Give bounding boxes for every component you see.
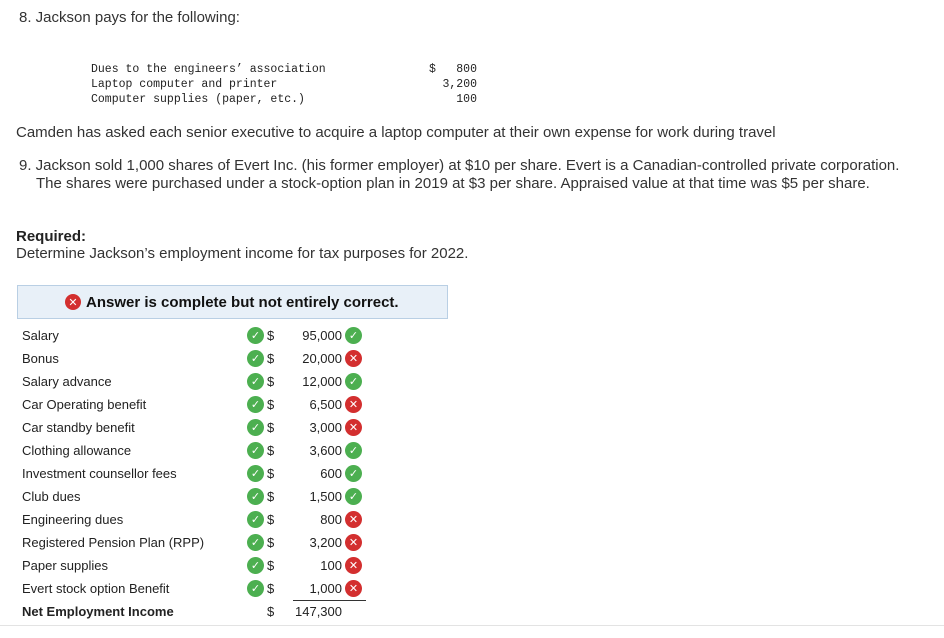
answer-row-label: Salary xyxy=(22,328,59,343)
expense-amount: 800 xyxy=(456,63,477,76)
dollar-sign: $ xyxy=(267,420,275,435)
answer-amount-input[interactable]: 3,000 xyxy=(309,420,342,435)
answer-status-text: Answer is complete but not entirely correct. xyxy=(86,293,399,311)
dollar-sign: $ xyxy=(267,328,275,343)
answer-row-label: Bonus xyxy=(22,351,59,366)
answer-row xyxy=(0,486,944,509)
answer-amount-input[interactable]: 3,600 xyxy=(309,443,342,458)
answer-amount-input[interactable]: 800 xyxy=(320,512,342,527)
check-icon: ✓ xyxy=(247,396,264,413)
answer-row xyxy=(0,463,944,486)
check-icon: ✓ xyxy=(247,534,264,551)
answer-amount-input[interactable]: 600 xyxy=(320,466,342,481)
dollar-sign: $ xyxy=(267,489,275,504)
answer-row-label: Investment counsellor fees xyxy=(22,466,177,481)
answer-row xyxy=(0,394,944,417)
answer-row-label: Evert stock option Benefit xyxy=(22,581,170,596)
dollar-sign: $ xyxy=(267,466,275,481)
check-icon: ✓ xyxy=(247,442,264,459)
answer-row xyxy=(0,325,944,348)
answer-status-banner xyxy=(17,285,448,319)
question-9-line-2: The shares were purchased under a stock-option plan in 2019 at $3 per share. Appraised value at that time was $5 per share. xyxy=(36,175,870,192)
dollar-sign: $ xyxy=(267,581,275,596)
check-icon: ✓ xyxy=(247,488,264,505)
incorrect-x-icon: ✕ xyxy=(345,419,362,436)
check-icon: ✓ xyxy=(247,465,264,482)
expense-amount: 3,200 xyxy=(442,78,477,91)
answer-row-label: Car standby benefit xyxy=(22,420,135,435)
answer-amount-input[interactable]: 6,500 xyxy=(309,397,342,412)
answer-row xyxy=(0,417,944,440)
expense-label: Computer supplies (paper, etc.) xyxy=(91,93,305,106)
question-9-line-1: 9. Jackson sold 1,000 shares of Evert Inc. (his former employer) at $10 per share. Evert is a Canadian-controlled private corporation. xyxy=(19,157,900,174)
answer-row-label: Paper supplies xyxy=(22,558,108,573)
camden-note: Camden has asked each senior executive to acquire a laptop computer at their own expense for work during travel xyxy=(16,124,776,141)
answer-amount-input[interactable]: 3,200 xyxy=(309,535,342,550)
answer-row xyxy=(0,578,944,601)
question-9 xyxy=(19,157,939,193)
question-8-intro: 8. Jackson pays for the following: xyxy=(19,9,240,26)
net-income-label: Net Employment Income xyxy=(22,604,174,619)
correct-check-icon: ✓ xyxy=(345,465,362,482)
dollar-sign: $ xyxy=(267,558,275,573)
check-icon: ✓ xyxy=(247,350,264,367)
answer-row xyxy=(0,348,944,371)
answer-amount-input[interactable]: 1,500 xyxy=(309,489,342,504)
answer-amount-input[interactable]: 100 xyxy=(320,558,342,573)
answer-amount-input[interactable]: 12,000 xyxy=(302,374,342,389)
answer-row-label: Registered Pension Plan (RPP) xyxy=(22,535,205,550)
answer-row xyxy=(0,371,944,394)
divider xyxy=(0,625,944,626)
check-icon: ✓ xyxy=(247,511,264,528)
check-icon: ✓ xyxy=(247,580,264,597)
correct-check-icon: ✓ xyxy=(345,327,362,344)
answer-row-label: Salary advance xyxy=(22,374,112,389)
answer-row xyxy=(0,532,944,555)
expense-label: Laptop computer and printer xyxy=(91,78,278,91)
dollar-sign: $ xyxy=(267,351,275,366)
dollar-sign: $ xyxy=(267,443,275,458)
required-heading: Required: xyxy=(16,228,87,245)
required-section xyxy=(16,228,468,262)
answer-amount-input[interactable]: 95,000 xyxy=(302,328,342,343)
answer-row xyxy=(0,555,944,578)
check-icon: ✓ xyxy=(247,557,264,574)
dollar-sign: $ xyxy=(267,397,275,412)
correct-check-icon: ✓ xyxy=(345,442,362,459)
expense-label: Dues to the engineers’ association xyxy=(91,63,326,76)
incorrect-x-icon: ✕ xyxy=(345,557,362,574)
dollar-sign: $ xyxy=(267,512,275,527)
incorrect-x-icon: ✕ xyxy=(345,580,362,597)
net-income-amount: 147,300 xyxy=(295,604,342,619)
answer-amount-input[interactable]: 1,000 xyxy=(309,581,342,596)
required-text: Determine Jackson’s employment income for tax purposes for 2022. xyxy=(16,245,469,262)
incorrect-x-icon: ✕ xyxy=(345,511,362,528)
check-icon: ✓ xyxy=(247,327,264,344)
dollar-sign: $ xyxy=(267,535,275,550)
dollar-sign: $ xyxy=(267,374,275,389)
incorrect-x-icon: ✕ xyxy=(65,294,81,310)
correct-check-icon: ✓ xyxy=(345,373,362,390)
dollar-sign: $ xyxy=(267,604,275,619)
check-icon: ✓ xyxy=(247,419,264,436)
incorrect-x-icon: ✕ xyxy=(345,350,362,367)
expense-amount: 100 xyxy=(456,93,477,106)
answer-row xyxy=(0,440,944,463)
answer-row xyxy=(0,509,944,532)
expense-dollar-sign: $ xyxy=(429,63,436,76)
net-income-row xyxy=(0,601,944,624)
incorrect-x-icon: ✕ xyxy=(345,534,362,551)
answer-amount-input[interactable]: 20,000 xyxy=(302,351,342,366)
correct-check-icon: ✓ xyxy=(345,488,362,505)
answer-row-label: Car Operating benefit xyxy=(22,397,147,412)
incorrect-x-icon: ✕ xyxy=(345,396,362,413)
answer-row-label: Engineering dues xyxy=(22,512,124,527)
check-icon: ✓ xyxy=(247,373,264,390)
answer-row-label: Club dues xyxy=(22,489,81,504)
answer-row-label: Clothing allowance xyxy=(22,443,132,458)
